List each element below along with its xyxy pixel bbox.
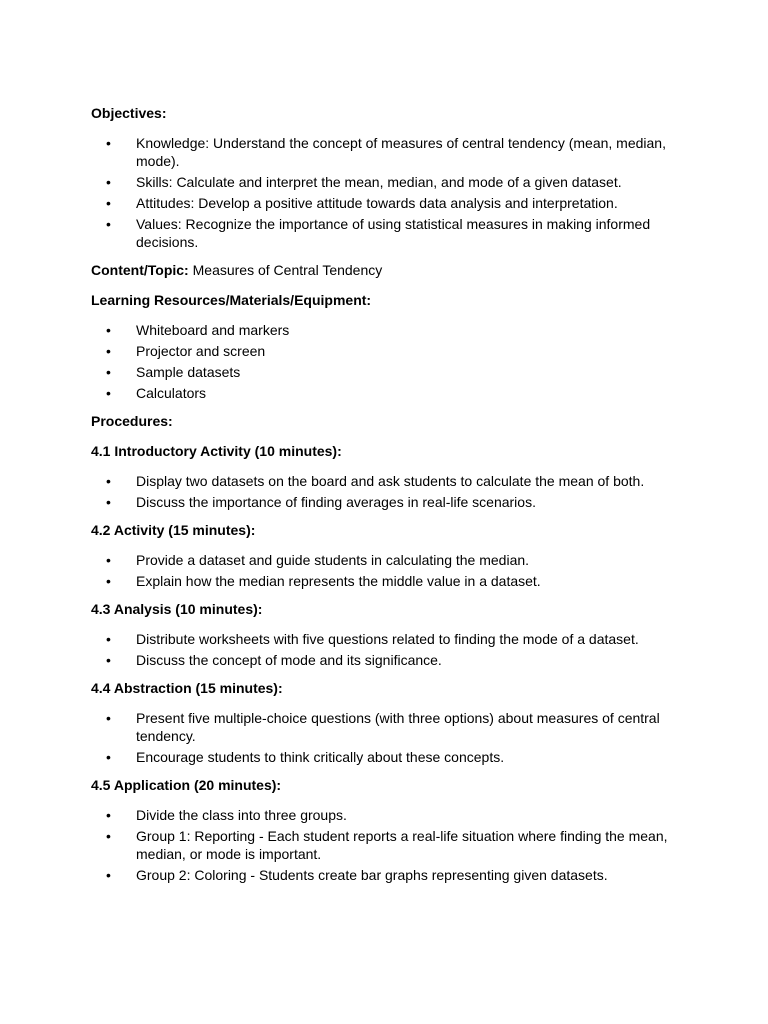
document-page <box>91 104 691 894</box>
list-item: • Attitudes: Develop a positive attitude towards data analysis and interpretation. <box>106 195 618 211</box>
intro-heading: 4.1 Introductory Activity (10 minutes): <box>91 443 342 459</box>
bullet: • <box>106 135 111 151</box>
list-item: • Skills: Calculate and interpret the mean, median, and mode of a given dataset. <box>106 174 622 190</box>
list-item: • Sample datasets <box>106 364 241 380</box>
list-item: • Calculators <box>106 385 207 401</box>
bullet: • <box>106 867 111 883</box>
activity-heading: 4.2 Activity (15 minutes): <box>91 522 256 538</box>
application-heading: 4.5 Application (20 minutes): <box>91 777 282 793</box>
bullet: • <box>106 749 111 765</box>
list-item: • Discuss the concept of mode and its significance. <box>106 652 442 668</box>
analysis-heading: 4.3 Analysis (10 minutes): <box>91 601 263 617</box>
bullet: • <box>106 195 111 211</box>
list-item: • Whiteboard and markers <box>106 322 290 338</box>
resources-list <box>91 321 691 402</box>
resources-heading: Learning Resources/Materials/Equipment: <box>91 292 372 308</box>
application-list <box>91 806 691 884</box>
bullet: • <box>106 652 111 668</box>
activity-list <box>91 551 691 590</box>
list-item: • Distribute worksheets with five questions related to finding the mode of a dataset. <box>106 631 639 647</box>
bullet: • <box>106 828 111 844</box>
objectives-heading: Objectives: <box>91 105 167 121</box>
bullet: • <box>106 364 111 380</box>
list-item: • Display two datasets on the board and ask students to calculate the mean of both. <box>106 473 645 489</box>
bullet: • <box>106 174 111 190</box>
abstraction-heading: 4.4 Abstraction (15 minutes): <box>91 680 283 696</box>
list-item: • Group 1: Reporting - Each student reports a real-life situation where finding the mean, median, or mode is important. <box>106 828 668 862</box>
list-item: • Knowledge: Understand the concept of measures of central tendency (mean, median, mode). <box>106 135 666 169</box>
bullet: • <box>106 573 111 589</box>
bullet: • <box>106 631 111 647</box>
bullet: • <box>106 807 111 823</box>
list-item: • Values: Recognize the importance of using statistical measures in making informed decisions. <box>106 216 651 250</box>
content-topic <box>91 261 691 279</box>
analysis-list <box>91 630 691 669</box>
list-item: • Present five multiple-choice questions (with three options) about measures of central tendency. <box>106 710 660 744</box>
procedures-heading: Procedures: <box>91 413 173 429</box>
bullet: • <box>106 710 111 726</box>
bullet: • <box>106 552 111 568</box>
bullet: • <box>106 494 111 510</box>
list-item: • Encourage students to think critically about these concepts. <box>106 749 505 765</box>
list-item: • Divide the class into three groups. <box>106 807 347 823</box>
bullet: • <box>106 385 111 401</box>
content-topic-value: Measures of Central Tendency <box>188 262 383 278</box>
bullet: • <box>106 216 111 232</box>
list-item: • Projector and screen <box>106 343 266 359</box>
abstraction-list <box>91 709 691 766</box>
intro-list <box>91 472 691 511</box>
list-item: • Discuss the importance of finding averages in real-life scenarios. <box>106 494 536 510</box>
content-topic-label: Content/Topic: <box>91 262 189 278</box>
bullet: • <box>106 322 111 338</box>
list-item: • Explain how the median represents the middle value in a dataset. <box>106 573 541 589</box>
list-item: • Provide a dataset and guide students in calculating the median. <box>106 552 530 568</box>
bullet: • <box>106 343 111 359</box>
objectives-list <box>91 134 691 251</box>
list-item: • Group 2: Coloring - Students create bar graphs representing given datasets. <box>106 867 608 883</box>
bullet: • <box>106 473 111 489</box>
